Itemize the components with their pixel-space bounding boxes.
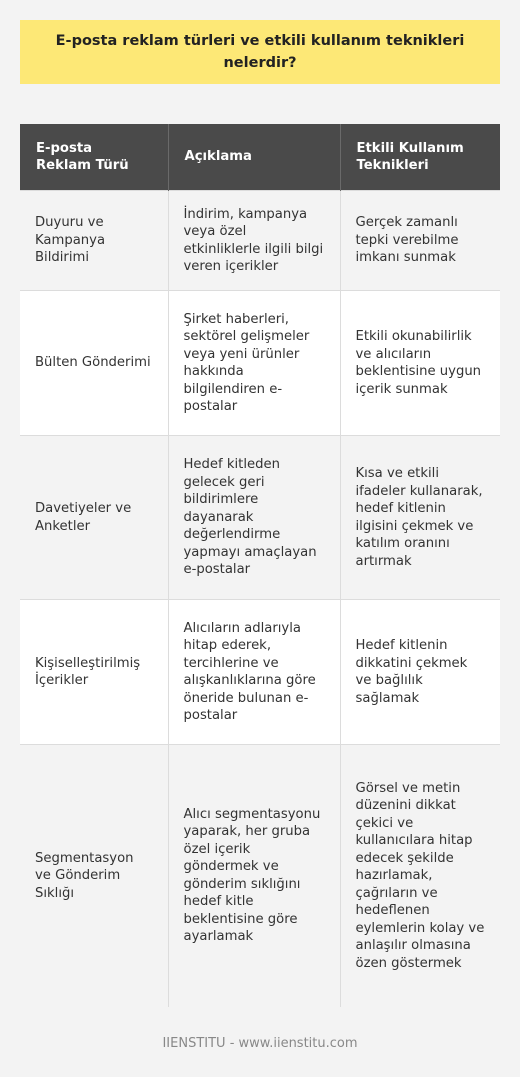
page-title: E-posta reklam türleri ve etkili kullanım teknikleri nelerdir? (55, 33, 465, 71)
row-type: Segmentasyon ve Gönderim Sıklığı (20, 745, 168, 1007)
row-description: İndirim, kampanya veya özel etkinliklerle ilgili bilgi veren içerikler (168, 191, 340, 291)
row-technique: Görsel ve metin düzenini dikkat çekici ve kullanıcılara hitap edecek şekilde hazırlamak, çağrıların ve hedeflenen eylemlerin kolay ve anlaşılır olmasına özen göstermek (340, 745, 500, 1007)
table-row (20, 191, 500, 291)
row-technique: Gerçek zamanlı tepki verebilme imkanı sunmak (340, 191, 500, 291)
row-description: Şirket haberleri, sektörel gelişmeler veya yeni ürünler hakkında bilgilendiren e-postalar (168, 291, 340, 436)
footer-credit: IIENSTITU - www.iienstitu.com (162, 1036, 358, 1051)
header-type: E-posta Reklam Türü (20, 124, 168, 191)
table-row (20, 291, 500, 436)
header-technique: Etkili Kullanım Teknikleri (340, 124, 500, 191)
row-type: Bülten Gönderimi (20, 291, 168, 436)
row-description: Alıcıların adlarıyla hitap ederek, tercihlerine ve alışkanlıklarına göre öneride bulunan e-postalar (168, 600, 340, 745)
row-type: Kişiselleştirilmiş İçerikler (20, 600, 168, 745)
table-header-row (20, 124, 500, 191)
row-description: Hedef kitleden gelecek geri bildirimlere dayanarak değerlendirme yapmayı amaçlayan e-postalar (168, 436, 340, 600)
row-technique: Hedef kitlenin dikkatini çekmek ve bağlılık sağlamak (340, 600, 500, 745)
row-type: Duyuru ve Kampanya Bildirimi (20, 191, 168, 291)
table-row (20, 436, 500, 600)
row-technique: Kısa ve etkili ifadeler kullanarak, hedef kitlenin ilgisini çekmek ve katılım oranını artırmak (340, 436, 500, 600)
row-technique: Etkili okunabilirlik ve alıcıların beklentisine uygun içerik sunmak (340, 291, 500, 436)
table-row (20, 745, 500, 1007)
comparison-table (20, 124, 500, 1007)
header-description: Açıklama (168, 124, 340, 191)
table-row (20, 600, 500, 745)
row-type: Davetiyeler ve Anketler (20, 436, 168, 600)
row-description: Alıcı segmentasyonu yaparak, her gruba özel içerik göndermek ve gönderim sıklığını hedef kitle beklentisine göre ayarlamak (168, 745, 340, 1007)
title-banner (20, 20, 500, 84)
